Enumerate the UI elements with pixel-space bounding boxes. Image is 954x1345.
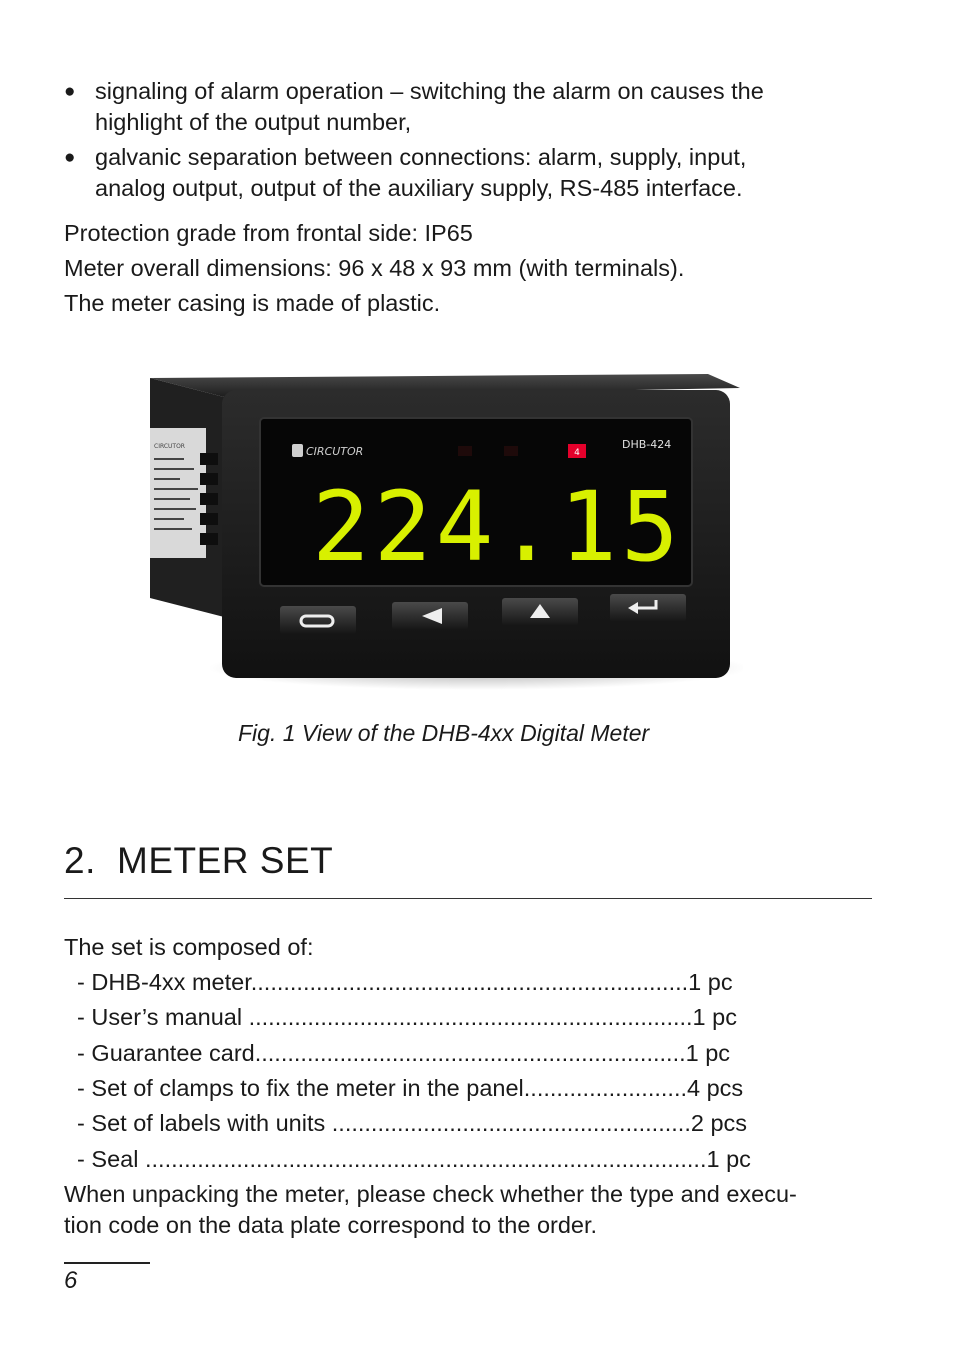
page-number: 6 xyxy=(64,1267,78,1294)
bullet-2-line-1: galvanic separation between connections: alarm, supply, input, xyxy=(95,144,747,170)
alarm-indicator-label: 4 xyxy=(574,448,580,458)
bullet-dot: ● xyxy=(64,147,76,168)
casing-text: The meter casing is made of plastic. xyxy=(64,290,441,316)
dimensions-text: Meter overall dimensions: 96 x 48 x 93 mm (with terminals). xyxy=(64,255,685,281)
protection-grade-text: Protection grade from frontal side: IP65 xyxy=(64,220,473,246)
bullet-1-line-2: highlight of the output number, xyxy=(95,109,412,135)
esc-button xyxy=(280,606,356,634)
heading-rule xyxy=(64,898,872,899)
display-value: 224.15 xyxy=(312,471,683,583)
section-number: 2. xyxy=(64,840,96,881)
list-item: - DHB-4xx meter...................................................................1 pc xyxy=(64,969,733,995)
closing-line-2: tion code on the data plate correspond to the order. xyxy=(64,1212,598,1238)
list-item: - Guarantee card..................................................................1 pc xyxy=(64,1040,731,1066)
model-label: DHB-424 xyxy=(622,438,672,451)
figure-caption: Fig. 1 View of the DHB-4xx Digital Meter xyxy=(238,720,650,746)
list-item: - User’s manual ....................................................................1 pc xyxy=(64,1004,737,1030)
meter-photo xyxy=(148,368,743,700)
footer-rule xyxy=(64,1262,150,1264)
closing-line-1: When unpacking the meter, please check whether the type and execu- xyxy=(64,1181,797,1207)
section-heading xyxy=(64,840,333,882)
list-item: - Seal ......................................................................................1 pc xyxy=(64,1146,751,1172)
bullet-dot: ● xyxy=(64,81,76,102)
list-item: - Set of labels with units .......................................................2 pcs xyxy=(64,1110,748,1136)
bullet-1-line-1: signaling of alarm operation – switching the alarm on causes the xyxy=(95,78,764,104)
bullet-2-line-2: analog output, output of the auxiliary supply, RS-485 interface. xyxy=(95,175,743,201)
list-item: - Set of clamps to fix the meter in the panel.........................4 pcs xyxy=(64,1075,744,1101)
brand-logo: CIRCUTOR xyxy=(306,445,364,458)
section-title: METER SET xyxy=(117,840,334,881)
set-intro: The set is composed of: xyxy=(64,934,314,960)
side-label-text: CIRCUTOR xyxy=(154,443,185,450)
